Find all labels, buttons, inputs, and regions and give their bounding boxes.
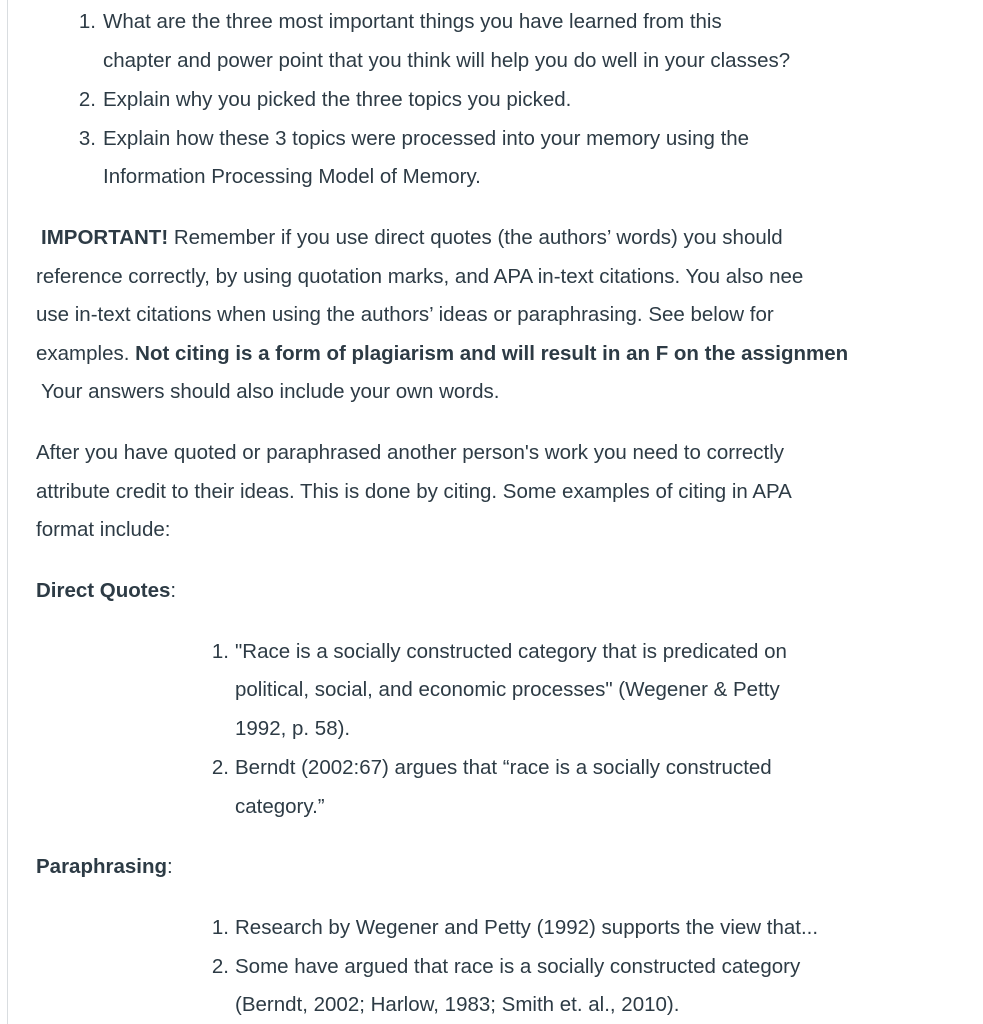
question-3-line-2: Information Processing Model of Memory. [103,165,481,188]
direct-quote-1-line-1: "Race is a socially constructed category that is predicated on [235,640,787,663]
paraphrase-1-number: 1. [211,916,229,939]
question-2-line-1: Explain why you picked the three topics you picked. [103,88,572,111]
paraphrase-2-number: 2. [211,955,229,978]
question-3-line-1: Explain how these 3 topics were processed into your memory using the [103,127,750,150]
paraphrase-1-line-1: Research by Wegener and Petty (1992) supports the view that... [235,916,819,939]
direct-quotes-heading [36,579,176,603]
important-line-4 [36,342,870,366]
important-label: IMPORTANT! [41,226,169,249]
question-2-number: 2. [78,88,96,111]
plagiarism-warning: Not citing is a form of plagiarism and will result in an F on the assignmen [135,342,849,365]
question-1-line-1: What are the three most important things you have learned from this [103,10,722,33]
direct-quote-1-line-3: 1992, p. 58). [235,717,351,740]
paraphrasing-heading [36,855,173,879]
direct-quotes-heading-text: Direct Quotes [36,579,171,602]
citing-intro-line-1: After you have quoted or paraphrased another person's work you need to correctly [36,441,785,464]
direct-quote-2-number: 2. [211,756,229,779]
important-line-1-text: Remember if you use direct quotes (the authors’ words) you should [168,226,783,249]
direct-quote-1-line-2: political, social, and economic processes" (Wegener & Petty [235,678,780,701]
paraphrase-2-line-2: (Berndt, 2002; Harlow, 1983; Smith et. al., 2010). [235,993,680,1016]
paraphrase-2-line-1: Some have argued that race is a socially constructed category [235,955,801,978]
important-line-2: reference correctly, by using quotation marks, and APA in-text citations. You also nee [36,265,804,288]
question-1-line-2: chapter and power point that you think will help you do well in your classes? [103,49,791,72]
direct-quote-2-line-2: category.” [235,795,325,818]
direct-quote-2-line-1: Berndt (2002:67) argues that “race is a socially constructed [235,756,772,779]
question-3-number: 3. [78,127,96,150]
important-line-4-text: examples. [36,342,136,365]
important-line-3: use in-text citations when using the authors’ ideas or paraphrasing. See below for [36,303,774,326]
question-1-number: 1. [78,10,96,33]
important-line-5: Your answers should also include your own words. [41,380,500,403]
direct-quotes-heading-colon: : [170,579,177,602]
paraphrasing-heading-text: Paraphrasing [36,855,168,878]
citing-intro-line-2: attribute credit to their ideas. This is done by citing. Some examples of citing in APA [36,480,792,503]
paraphrasing-heading-colon: : [167,855,173,878]
citing-intro-line-3: format include: [36,518,171,541]
important-line-1 [41,226,783,250]
direct-quote-1-number: 1. [211,640,229,663]
